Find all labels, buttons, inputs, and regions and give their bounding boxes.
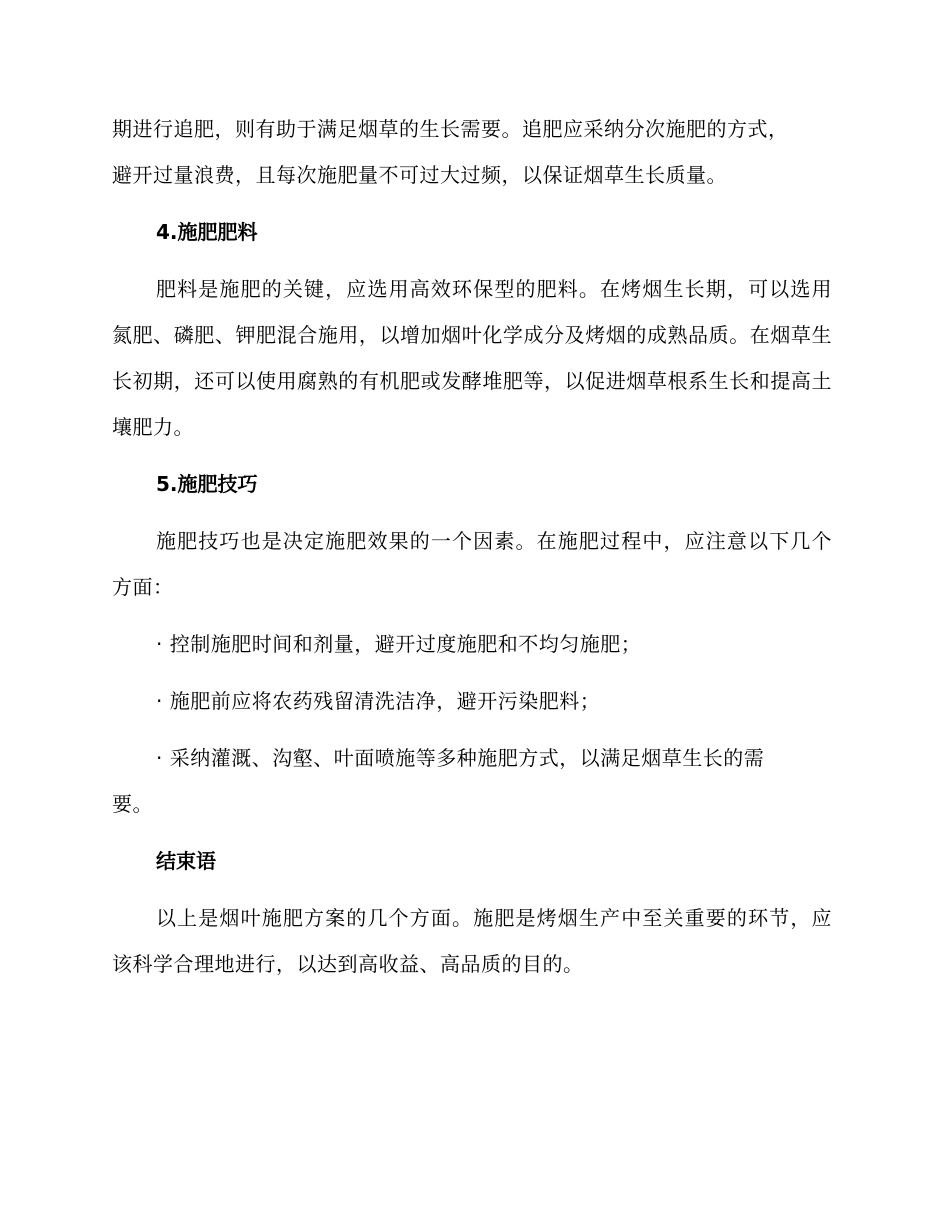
fertilizer-paragraph: 肥料是施肥的关键，应选用高效环保型的肥料。在烤烟生长期，可以选用氮肥、磷肥、钾肥混合施用，以增加烟叶化学成分及烤烟的成熟品质。在烟草生长初期，还可以使用腐熟的有机肥或发酵堆肥等，以促进烟草根系生长和提高土壤肥力。 xyxy=(112,277,832,439)
intro-line-1: 期进行追肥，则有助于满足烟草的生长需要。追肥应采纳分次施肥的方式， xyxy=(112,117,789,141)
bullet-text-methods-line-1: · 采纳灌溉、沟壑、叶面喷施等多种施肥方式，以满足烟草生长的需 xyxy=(156,746,765,770)
conclusion-paragraph: 以上是烟叶施肥方案的几个方面。施肥是烤烟生产中至关重要的环节，应该科学合理地进行，以达到高收益、高品质的目的。 xyxy=(112,906,832,976)
bullet-item-pesticide xyxy=(112,678,832,724)
bullet-item-timing xyxy=(112,621,832,667)
bullet-text-timing: · 控制施肥时间和剂量，避开过度施肥和不均匀施肥； xyxy=(156,632,642,656)
document-page xyxy=(112,106,832,987)
bullet-item-methods xyxy=(112,735,832,827)
intro-paragraph xyxy=(112,106,832,198)
section-heading-fertilizer: 4.施肥肥料 xyxy=(156,220,258,244)
intro-line-2: 避开过量浪费，且每次施肥量不可过大过频，以保证烟草生长质量。 xyxy=(112,163,727,187)
section-heading-conclusion: 结束语 xyxy=(156,849,216,873)
technique-paragraph: 施肥技巧也是决定施肥效果的一个因素。在施肥过程中，应注意以下几个方面： xyxy=(112,529,832,599)
bullet-text-pesticide: · 施肥前应将农药残留清洗洁净，避开污染肥料； xyxy=(156,689,601,713)
bullet-text-methods-line-2: 要。 xyxy=(112,792,153,816)
section-heading-technique: 5.施肥技巧 xyxy=(156,472,258,496)
